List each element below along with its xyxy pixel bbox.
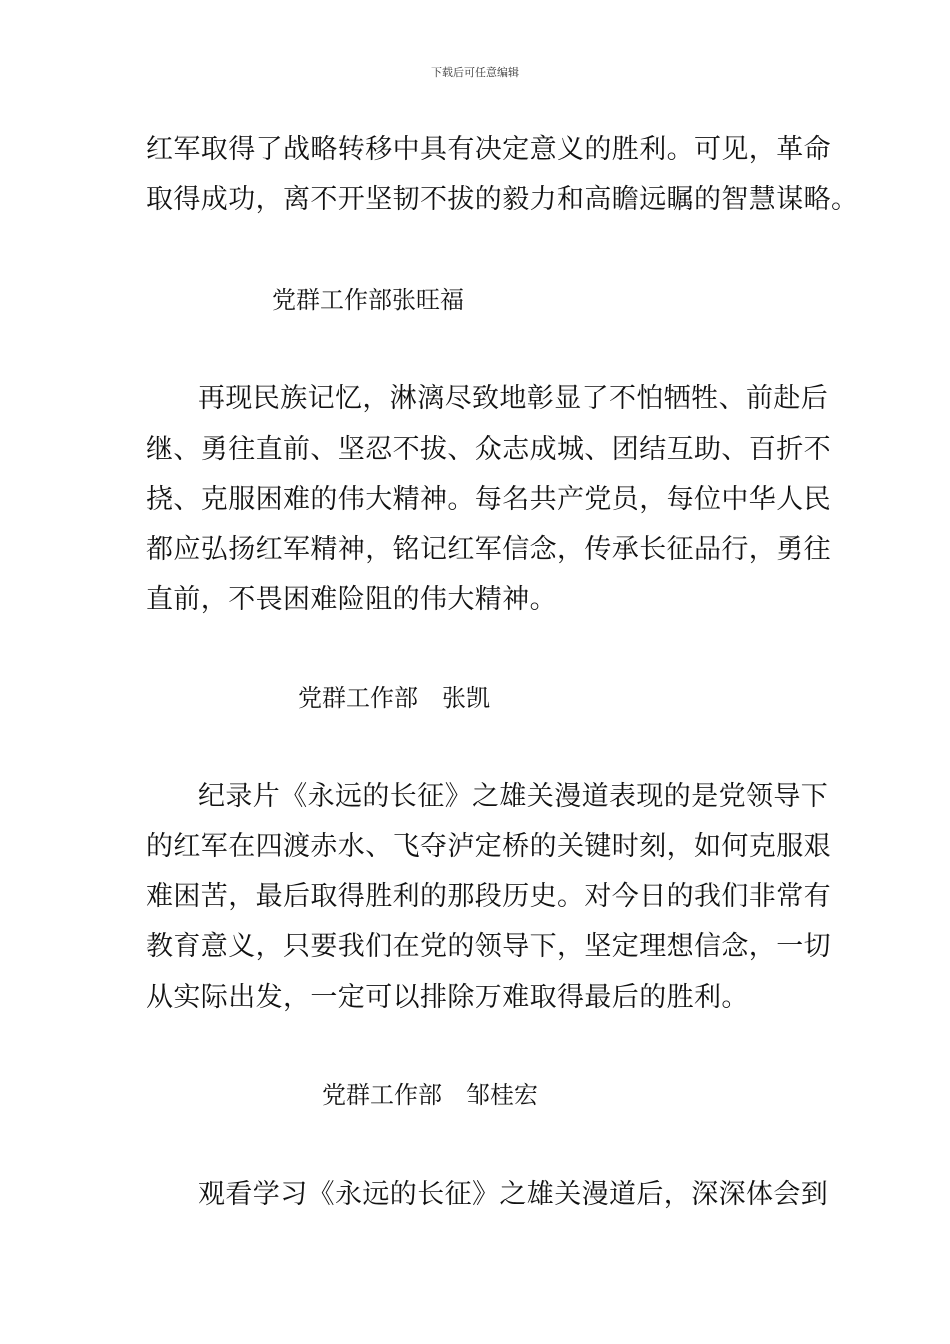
signature-2: 党群工作部 张凯 bbox=[298, 684, 490, 712]
paragraph-3-line-4: 教育意义，只要我们在党的领导下，坚定理想信念，一切 bbox=[146, 931, 831, 962]
paragraph-1-line-2: 取得成功，离不开坚韧不拔的毅力和高瞻远瞩的智慧谋略。 bbox=[146, 184, 859, 215]
paragraph-1-line-1: 红军取得了战略转移中具有决定意义的胜利。可见，革命 bbox=[146, 134, 831, 165]
signature-1: 党群工作部张旺福 bbox=[272, 286, 464, 314]
signature-3: 党群工作部 邹桂宏 bbox=[322, 1081, 538, 1109]
paragraph-4-line-1: 观看学习《永远的长征》之雄关漫道后，深深体会到 bbox=[198, 1179, 829, 1210]
paragraph-3-line-1: 纪录片《永远的长征》之雄关漫道表现的是党领导下 bbox=[198, 781, 829, 812]
paragraph-2-line-5: 直前，不畏困难险阻的伟大精神。 bbox=[146, 584, 557, 615]
paragraph-2-line-3: 挠、克服困难的伟大精神。每名共产党员，每位中华人民 bbox=[146, 484, 831, 515]
page-header: 下载后可任意编辑 bbox=[431, 66, 519, 79]
paragraph-2-line-2: 继、勇往直前、坚忍不拔、众志成城、团结互助、百折不 bbox=[146, 434, 831, 465]
paragraph-3-line-3: 难困苦，最后取得胜利的那段历史。对今日的我们非常有 bbox=[146, 881, 831, 912]
paragraph-3-line-2: 的红军在四渡赤水、飞夺泸定桥的关键时刻，如何克服艰 bbox=[146, 831, 831, 862]
paragraph-2-line-4: 都应弘扬红军精神，铭记红军信念，传承长征品行，勇往 bbox=[146, 534, 831, 565]
paragraph-2-line-1: 再现民族记忆，淋漓尽致地彰显了不怕牺牲、前赴后 bbox=[198, 383, 829, 414]
paragraph-3-line-5: 从实际出发，一定可以排除万难取得最后的胜利。 bbox=[146, 982, 749, 1013]
